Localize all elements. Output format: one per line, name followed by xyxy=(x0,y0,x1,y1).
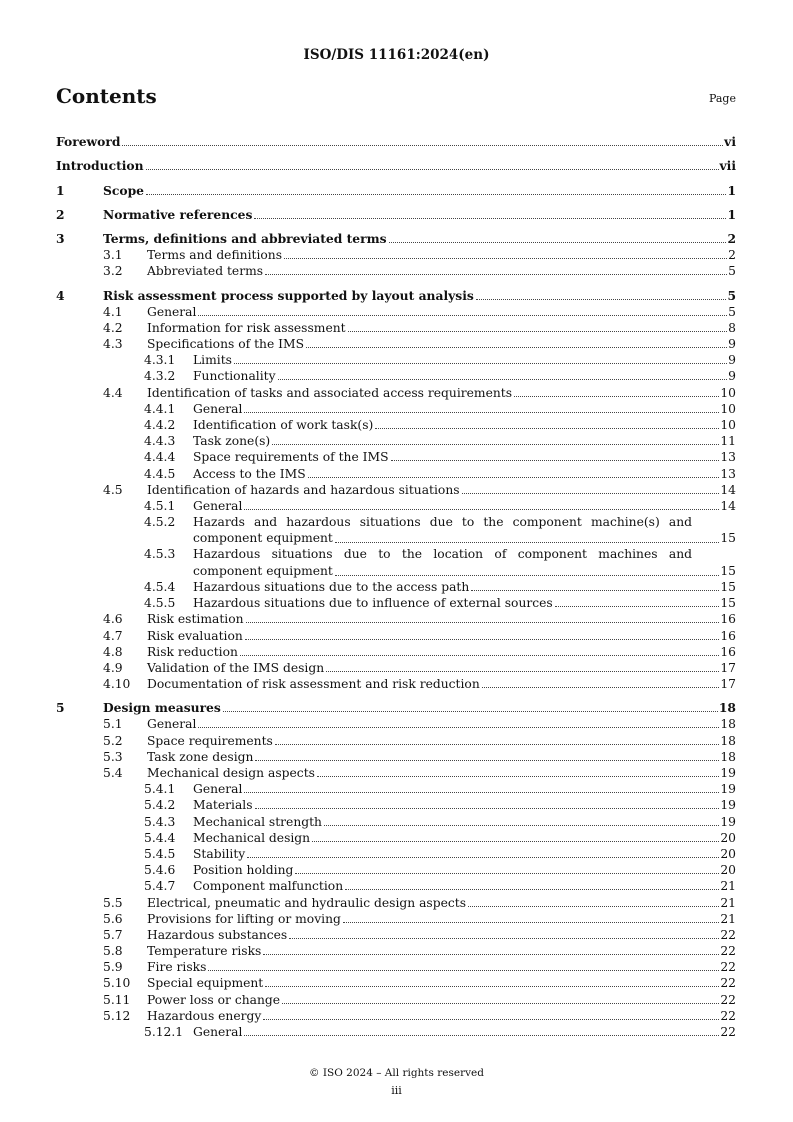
toc-entry-page: 22 xyxy=(720,1025,736,1039)
dot-leader xyxy=(255,807,720,809)
toc-entry[interactable] xyxy=(56,927,736,943)
toc-entry-title: General xyxy=(193,782,243,797)
toc-entry-number: 5.8 xyxy=(103,944,123,959)
toc-entry[interactable] xyxy=(56,749,736,765)
toc-entry-page: 1 xyxy=(727,182,736,198)
toc-entry-page: 22 xyxy=(720,976,736,991)
toc-entry-page: 10 xyxy=(720,401,736,416)
toc-entry-title: Space requirements xyxy=(147,733,273,748)
toc-entry-page: 18 xyxy=(720,749,736,764)
toc-entry-number: 5.4.2 xyxy=(144,798,176,813)
toc-entry-title: Space requirements of the IMS xyxy=(193,450,389,465)
toc-entry-page: 10 xyxy=(720,418,736,432)
toc-entry-number: 3 xyxy=(56,230,65,246)
dot-leader xyxy=(317,775,719,777)
toc-entry-number: 4.2 xyxy=(103,320,123,335)
toc-entry-number: 4.4.3 xyxy=(144,434,176,449)
toc-entry-title: Abbreviated terms xyxy=(147,264,264,279)
toc-entry-title: Position holding xyxy=(193,863,294,878)
dot-leader xyxy=(255,759,719,761)
toc-entry[interactable] xyxy=(56,765,736,781)
toc-entry-page: vi xyxy=(724,134,736,150)
toc-entry-number: 4.4.4 xyxy=(144,450,176,465)
dot-leader xyxy=(391,459,720,461)
toc-entry[interactable] xyxy=(56,700,736,716)
toc-entry-page: 13 xyxy=(720,466,736,481)
toc-entry-title: Hazards and hazardous situations due to the component machine(s) and xyxy=(193,514,692,529)
dot-leader xyxy=(389,241,727,243)
toc-entry[interactable] xyxy=(56,336,736,352)
toc-entry-number: 4.3 xyxy=(103,337,123,352)
toc-entry-title: Foreword xyxy=(56,134,121,150)
toc-entry-number: 5.4.4 xyxy=(144,830,176,845)
toc-entry[interactable] xyxy=(56,732,736,748)
toc-entry-title: Validation of the IMS design xyxy=(147,660,325,675)
toc-entry-page: 16 xyxy=(720,612,736,627)
toc-entry-page: 2 xyxy=(728,248,736,263)
toc-entry-page: 22 xyxy=(720,1008,736,1023)
toc-entry-page: 17 xyxy=(720,677,736,692)
dot-leader xyxy=(244,791,719,793)
toc-entry[interactable] xyxy=(56,231,736,247)
toc-entry-number: 5.4.6 xyxy=(144,863,176,878)
toc-entry-number: 3.2 xyxy=(103,264,123,279)
toc-entry-title: Hazardous situations due to the location of component machines and xyxy=(193,547,692,562)
dot-leader xyxy=(278,378,728,380)
dot-leader xyxy=(247,856,719,858)
toc-entry-title: Fire risks xyxy=(147,960,207,975)
dot-leader xyxy=(289,937,719,939)
toc-entry-number: 5.2 xyxy=(103,733,123,748)
toc-entry-number: 5.11 xyxy=(103,992,131,1007)
toc-entry[interactable] xyxy=(56,368,736,384)
toc-entry[interactable] xyxy=(56,263,736,279)
dot-leader xyxy=(198,726,719,728)
dot-leader xyxy=(308,476,720,478)
toc-entry-title: Risk assessment process supported by layout analysis xyxy=(103,287,474,303)
toc-entry-title: Risk reduction xyxy=(147,644,238,659)
toc-entry-page: 2 xyxy=(727,230,736,246)
toc-entry-title: Identification of tasks and associated access requirements xyxy=(147,385,513,400)
toc-entry[interactable] xyxy=(56,1024,736,1040)
toc-entry-number: 1 xyxy=(56,182,65,198)
dot-leader xyxy=(223,710,718,712)
toc-entry-title: General xyxy=(193,498,243,513)
toc-entry[interactable] xyxy=(56,878,736,894)
toc-entry-title: Electrical, pneumatic and hydraulic design aspects xyxy=(147,895,467,910)
toc-entry-title: Hazardous situations due to the access path xyxy=(193,579,470,594)
toc-entry[interactable] xyxy=(56,498,736,514)
toc-entry-title: Hazardous energy xyxy=(147,1008,262,1023)
toc-entry-title: Normative references xyxy=(103,206,253,222)
toc-entry[interactable] xyxy=(56,959,736,975)
toc-entry-page: 15 xyxy=(720,596,736,611)
toc-entry-page: 14 xyxy=(720,498,736,513)
table-of-contents xyxy=(56,128,736,1040)
dot-leader xyxy=(234,362,727,364)
toc-entry[interactable] xyxy=(56,433,736,449)
toc-entry-page: 19 xyxy=(720,782,736,797)
toc-entry-title: Documentation of risk assessment and risk reduction xyxy=(147,677,480,692)
toc-entry-page: 10 xyxy=(720,385,736,400)
dot-leader xyxy=(122,144,723,146)
toc-entry-title: Identification of hazards and hazardous situations xyxy=(147,482,460,497)
toc-entry-number: 4.5 xyxy=(103,482,123,497)
dot-leader xyxy=(468,905,719,907)
toc-entry[interactable] xyxy=(56,304,736,320)
toc-entry-page: 9 xyxy=(728,353,736,368)
toc-entry-title: Mechanical design xyxy=(193,830,311,845)
toc-entry-page: 14 xyxy=(720,482,736,497)
toc-entry-page: 16 xyxy=(720,644,736,659)
toc-entry[interactable] xyxy=(56,579,736,595)
toc-entry-number: 4.4.2 xyxy=(144,418,176,432)
dot-leader xyxy=(514,395,719,397)
toc-entry-page: 9 xyxy=(728,369,736,384)
dot-leader xyxy=(476,298,727,300)
toc-entry-title: Design measures xyxy=(103,700,221,716)
toc-entry-page: 16 xyxy=(720,628,736,643)
dot-leader xyxy=(265,985,719,987)
toc-entry-page: 1 xyxy=(727,206,736,222)
dot-leader xyxy=(146,168,719,170)
toc-entry-page: 13 xyxy=(720,450,736,465)
toc-entry-title-continued: component equipment xyxy=(193,563,333,578)
toc-entry[interactable] xyxy=(56,320,736,336)
toc-entry-page: 18 xyxy=(720,733,736,748)
toc-entry[interactable] xyxy=(56,482,736,498)
toc-entry-page: 9 xyxy=(728,337,736,352)
toc-entry-number: 4.10 xyxy=(103,677,131,692)
toc-entry-page: 5 xyxy=(727,287,736,303)
toc-entry-page: 19 xyxy=(720,766,736,780)
toc-entry[interactable] xyxy=(56,1008,736,1024)
toc-entry-page: 8 xyxy=(728,320,736,335)
toc-entry-number: 5.4 xyxy=(103,766,123,780)
toc-entry-number: 5.4.7 xyxy=(144,879,176,894)
toc-entry-number: 4.7 xyxy=(103,628,123,643)
dot-leader xyxy=(471,589,719,591)
toc-entry-number: 4.6 xyxy=(103,612,123,627)
toc-entry-page: 11 xyxy=(720,434,736,449)
toc-entry[interactable] xyxy=(56,514,736,546)
toc-entry-number: 4.5.4 xyxy=(144,579,176,594)
toc-entry-title: Hazardous substances xyxy=(147,927,288,942)
toc-entry[interactable] xyxy=(56,830,736,846)
dot-leader xyxy=(263,1018,719,1020)
toc-entry-number: 4.4.1 xyxy=(144,401,176,416)
toc-entry-number: 4.5.1 xyxy=(144,498,176,513)
toc-entry[interactable] xyxy=(56,660,736,676)
dot-leader xyxy=(555,605,720,607)
toc-entry[interactable] xyxy=(56,644,736,660)
toc-entry-number: 3.1 xyxy=(103,248,123,263)
toc-entry-page: 19 xyxy=(720,814,736,829)
toc-entry-number: 4.3.1 xyxy=(144,353,176,368)
dot-leader xyxy=(345,888,719,890)
toc-entry-title: Identification of work task(s) xyxy=(193,418,374,432)
toc-entry-page: 22 xyxy=(720,992,736,1007)
toc-entry-title: Mechanical strength xyxy=(193,814,322,829)
toc-entry-number: 5.7 xyxy=(103,927,123,942)
toc-entry-title: General xyxy=(193,1025,243,1039)
toc-entry[interactable] xyxy=(56,417,736,433)
toc-entry-number: 4.3.2 xyxy=(144,369,176,384)
toc-entry-title: General xyxy=(193,401,243,416)
toc-entry-title: Special equipment xyxy=(147,976,264,991)
toc-entry[interactable] xyxy=(56,894,736,910)
toc-entry-title: Stability xyxy=(193,846,246,861)
toc-entry-title: Access to the IMS xyxy=(193,466,306,481)
toc-entry[interactable] xyxy=(56,911,736,927)
toc-entry[interactable] xyxy=(56,207,736,223)
toc-entry-page: 18 xyxy=(720,717,736,732)
toc-entry-number: 5.4.3 xyxy=(144,814,176,829)
dot-leader xyxy=(326,670,719,672)
toc-entry-page: 20 xyxy=(720,830,736,845)
dot-leader xyxy=(375,427,719,429)
toc-entry-title: General xyxy=(147,304,197,319)
toc-entry-title: General xyxy=(147,717,197,732)
toc-entry-number: 5.9 xyxy=(103,960,123,975)
dot-leader xyxy=(312,840,719,842)
toc-entry-title: Mechanical design aspects xyxy=(147,766,315,780)
dot-leader xyxy=(335,574,719,576)
toc-entry-page: 15 xyxy=(720,563,736,578)
toc-entry[interactable] xyxy=(56,716,736,732)
toc-entry-number: 5.10 xyxy=(103,976,131,991)
dot-leader xyxy=(284,257,727,259)
toc-entry-number: 5 xyxy=(56,700,65,716)
dot-leader xyxy=(245,638,720,640)
toc-entry-page: 22 xyxy=(720,960,736,975)
dot-leader xyxy=(254,217,726,219)
dot-leader xyxy=(246,621,720,623)
toc-entry-number: 4.4 xyxy=(103,385,123,400)
page-column-label: Page xyxy=(708,92,736,105)
toc-entry-page: 21 xyxy=(720,911,736,926)
toc-entry-page: 5 xyxy=(728,264,736,279)
toc-entry[interactable] xyxy=(56,134,736,150)
toc-entry-title-continued: component equipment xyxy=(193,531,333,546)
toc-entry-number: 4 xyxy=(56,287,65,303)
toc-entry[interactable] xyxy=(56,862,736,878)
toc-entry-title: Power loss or change xyxy=(147,992,281,1007)
page-number: iii xyxy=(391,1084,402,1097)
dot-leader xyxy=(482,686,720,688)
toc-entry-number: 5.4.1 xyxy=(144,782,176,797)
toc-entry[interactable] xyxy=(56,813,736,829)
dot-leader xyxy=(295,872,719,874)
toc-entry-title: Hazardous situations due to influence of external sources xyxy=(193,596,553,611)
toc-entry-title: Terms and definitions xyxy=(147,248,283,263)
toc-entry-page: 22 xyxy=(720,927,736,942)
dot-leader xyxy=(244,1034,719,1036)
toc-entry-number: 4.1 xyxy=(103,304,123,319)
toc-entry[interactable] xyxy=(56,627,736,643)
toc-entry[interactable] xyxy=(56,182,736,198)
copyright-footer: © ISO 2024 – All rights reserved xyxy=(309,1067,484,1079)
dot-leader xyxy=(265,273,727,275)
toc-entry[interactable] xyxy=(56,546,736,578)
toc-entry-number: 5.5 xyxy=(103,895,123,910)
dot-leader xyxy=(244,411,719,413)
dot-leader xyxy=(348,330,728,332)
toc-entry-title: Terms, definitions and abbreviated terms xyxy=(103,230,387,246)
dot-leader xyxy=(244,508,719,510)
toc-entry-title: Component malfunction xyxy=(193,879,344,894)
toc-entry[interactable] xyxy=(56,158,736,174)
toc-entry-page: vii xyxy=(719,158,736,174)
toc-entry-page: 20 xyxy=(720,846,736,861)
toc-entry-number: 5.12 xyxy=(103,1008,131,1023)
document-header: ISO/DIS 11161:2024(en) xyxy=(303,47,490,63)
dot-leader xyxy=(462,492,720,494)
toc-entry-title: Limits xyxy=(193,353,232,368)
toc-entry-page: 17 xyxy=(720,660,736,675)
toc-entry-number: 4.5.2 xyxy=(144,514,176,529)
toc-entry-title: Risk evaluation xyxy=(147,628,243,643)
toc-entry-page: 21 xyxy=(720,879,736,894)
toc-entry-title: Materials xyxy=(193,798,253,813)
dot-leader xyxy=(275,743,719,745)
toc-entry-page: 15 xyxy=(720,531,736,546)
toc-entry[interactable] xyxy=(56,943,736,959)
toc-entry[interactable] xyxy=(56,595,736,611)
toc-entry-page: 21 xyxy=(720,895,736,910)
toc-entry-title: Functionality xyxy=(193,369,276,384)
toc-entry-number: 4.8 xyxy=(103,644,123,659)
toc-entry[interactable] xyxy=(56,846,736,862)
toc-entry[interactable] xyxy=(56,287,736,303)
toc-entry-title: Provisions for lifting or moving xyxy=(147,911,341,926)
toc-entry-page: 5 xyxy=(728,304,736,319)
dot-leader xyxy=(198,314,727,316)
toc-entry-title: Introduction xyxy=(56,158,144,174)
toc-entry-title: Specifications of the IMS xyxy=(147,337,305,352)
toc-entry-title: Risk estimation xyxy=(147,612,244,627)
dot-leader xyxy=(208,969,719,971)
toc-entry[interactable] xyxy=(56,797,736,813)
toc-entry-number: 5.12.1 xyxy=(144,1025,184,1039)
toc-entry[interactable] xyxy=(56,449,736,465)
toc-entry-number: 4.4.5 xyxy=(144,466,176,481)
toc-entry-page: 22 xyxy=(720,944,736,959)
toc-entry-title: Scope xyxy=(103,182,144,198)
toc-entry-number: 2 xyxy=(56,206,65,222)
toc-entry-title: Task zone(s) xyxy=(193,434,271,449)
toc-entry-page: 19 xyxy=(720,798,736,813)
toc-entry-number: 5.1 xyxy=(103,717,123,732)
toc-entry-title: Information for risk assessment xyxy=(147,320,346,335)
dot-leader xyxy=(272,443,719,445)
dot-leader xyxy=(282,1002,719,1004)
toc-entry[interactable] xyxy=(56,781,736,797)
dot-leader xyxy=(146,193,726,195)
toc-entry[interactable] xyxy=(56,676,736,692)
toc-entry[interactable] xyxy=(56,401,736,417)
toc-entry-title: Task zone design xyxy=(147,749,254,764)
toc-entry-number: 4.5.5 xyxy=(144,596,176,611)
toc-entry[interactable] xyxy=(56,611,736,627)
toc-entry-page: 20 xyxy=(720,863,736,878)
toc-entry-title: Temperature risks xyxy=(147,944,262,959)
dot-leader xyxy=(306,346,727,348)
dot-leader xyxy=(263,953,719,955)
toc-entry[interactable] xyxy=(56,991,736,1007)
toc-entry[interactable] xyxy=(56,975,736,991)
toc-entry[interactable] xyxy=(56,247,736,263)
toc-entry-number: 5.6 xyxy=(103,911,123,926)
toc-entry-page: 15 xyxy=(720,579,736,594)
dot-leader xyxy=(324,824,719,826)
toc-entry-number: 5.3 xyxy=(103,749,123,764)
dot-leader xyxy=(343,921,719,923)
toc-entry[interactable] xyxy=(56,384,736,400)
contents-title: Contents xyxy=(56,84,157,108)
toc-entry[interactable] xyxy=(56,352,736,368)
toc-entry-number: 4.5.3 xyxy=(144,547,176,562)
toc-entry-number: 5.4.5 xyxy=(144,846,176,861)
toc-entry-number: 4.9 xyxy=(103,660,123,675)
dot-leader xyxy=(240,654,719,656)
toc-entry[interactable] xyxy=(56,465,736,481)
toc-entry-page: 18 xyxy=(718,700,736,716)
dot-leader xyxy=(335,541,719,543)
